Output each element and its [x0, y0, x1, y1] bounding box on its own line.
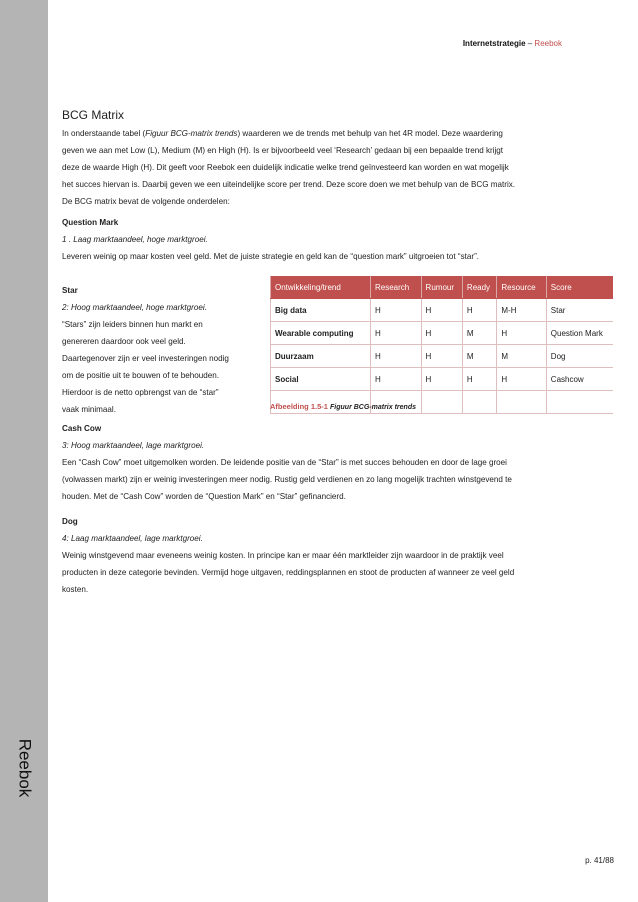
trend-cell: Duurzaam [271, 345, 371, 368]
table-row [271, 345, 614, 368]
column-header: Ready [462, 276, 496, 299]
table-cell: H [421, 322, 462, 345]
table-cell [462, 391, 496, 414]
cash-cow-subtitle: 3: Hoog marktaandeel, lage marktgroei. [62, 441, 205, 450]
figure-reference: Figuur BCG-matrix trends [145, 129, 238, 138]
column-header: Score [546, 276, 613, 299]
intro-line: het succes hiervan is. Daarbij geven we een uiteindelijke score per trend. Deze score doen we met behulp van de BCG matrix. [62, 180, 516, 189]
trend-cell: Wearable computing [271, 322, 371, 345]
table-row [271, 322, 614, 345]
table-row [271, 368, 614, 391]
score-cell: Question Mark [546, 322, 613, 345]
dog-line: producten in deze categorie bevinden. Vermijd hoge uitgaven, reddingsplannen en stoot de producten af wanneer ze veel geld [62, 568, 515, 577]
cash-cow-heading: Cash Cow [62, 424, 102, 433]
star-subtitle: 2: Hoog marktaandeel, hoge marktgroei. [62, 303, 207, 312]
caption-text: Figuur BCG-matrix trends [330, 404, 416, 411]
intro-line: In onderstaande tabel (Figuur BCG-matrix trends) waarderen we de trends met behulp van het 4R model. Deze waardering [62, 129, 503, 138]
table-cell: H [497, 322, 546, 345]
star-section [62, 282, 258, 418]
star-line: “Stars” zijn leiders binnen hun markt en [62, 320, 203, 329]
table-cell: M-H [497, 299, 546, 322]
star-line: genereren daardoor ook veel geld. [62, 337, 186, 346]
cash-cow-section [62, 420, 562, 505]
column-header: Research [370, 276, 421, 299]
cash-cow-line: houden. Met de “Cash Cow” worden de “Question Mark” en “Star” gefinancierd. [62, 492, 346, 501]
table-caption [270, 402, 416, 411]
star-line: om de positie uit te bouwen of te behouden. [62, 371, 220, 380]
score-cell: Star [546, 299, 613, 322]
table-cell: H [421, 299, 462, 322]
table-cell: M [462, 345, 496, 368]
header-brand: Reebok [534, 39, 562, 48]
star-line: vaak minimaal. [62, 405, 116, 414]
intro-line: deze de waarde High (H). Dit geeft voor Reebok een duidelijk indicatie welke trend geïnvesteerd kan worden en wat mogelijk [62, 163, 509, 172]
cash-cow-line: Een “Cash Cow” moet uitgemolken worden. De leidende positie van de “Star” is met succes behouden en door de lage groei [62, 458, 507, 467]
trend-cell: Big data [271, 299, 371, 322]
table-cell: H [370, 299, 421, 322]
question-mark-heading: Question Mark [62, 218, 119, 227]
table-cell: H [497, 368, 546, 391]
intro-line: De BCG matrix bevat de volgende onderdelen: [62, 197, 230, 206]
dog-line: kosten. [62, 585, 89, 594]
question-mark-text: Leveren weinig op maar kosten veel geld. Met de juiste strategie en geld kan de “question mark” uitgroeien tot “star”. [62, 252, 480, 261]
question-mark-subtitle: 1 . Laag marktaandeel, hoge marktgroei. [62, 235, 208, 244]
table-cell: H [462, 368, 496, 391]
column-header: Rumour [421, 276, 462, 299]
page-header [463, 39, 562, 48]
sidebar-brand-label: Reebok [15, 738, 35, 798]
table-cell: H [421, 345, 462, 368]
table-cell: M [462, 322, 496, 345]
table-cell [421, 391, 462, 414]
column-header: Ontwikkeling/trend [271, 276, 371, 299]
caption-number: Afbeelding 1.5-1 [270, 402, 328, 411]
intro-line: geven we aan met Low (L), Medium (M) en High (H). Is er bijvoorbeeld veel ‘Research’ gedaan bij een bepaalde trend krijgt [62, 146, 504, 155]
intro-paragraph [62, 125, 562, 210]
bcg-matrix-table [270, 276, 613, 414]
question-mark-section [62, 214, 562, 265]
dog-subtitle: 4: Laag marktaandeel, lage marktgroei. [62, 534, 203, 543]
table-cell [497, 391, 546, 414]
star-heading: Star [62, 286, 78, 295]
dog-line: Weinig winstgevend maar eveneens weinig kosten. In principe kan er maar één marktleider zijn waardoor in de praktijk veel [62, 551, 504, 560]
sidebar [0, 0, 48, 902]
cash-cow-line: (volwassen markt) zijn er weinig investeringen meer nodig. Rustig geld verdienen en zo lang mogelijk trachten winstgevend te [62, 475, 512, 484]
table-cell: H [370, 368, 421, 391]
table-cell: H [421, 368, 462, 391]
table-cell: H [370, 322, 421, 345]
table-header-row [271, 276, 614, 299]
dog-heading: Dog [62, 517, 78, 526]
section-title: BCG Matrix [62, 108, 125, 122]
header-separator: – [525, 39, 535, 48]
table-cell [546, 391, 613, 414]
page-number: p. 41/88 [585, 856, 614, 865]
score-cell: Cashcow [546, 368, 613, 391]
column-header: Resource [497, 276, 546, 299]
table-cell: H [462, 299, 496, 322]
score-cell: Dog [546, 345, 613, 368]
table-cell: M [497, 345, 546, 368]
star-line: Daartegenover zijn er veel investeringen nodig [62, 354, 229, 363]
table-cell: H [370, 345, 421, 368]
dog-section [62, 513, 562, 598]
trend-cell: Social [271, 368, 371, 391]
table-row [271, 299, 614, 322]
header-title: Internetstrategie [462, 39, 526, 48]
star-line: Hierdoor is de netto opbrengst van de “star” [62, 388, 219, 397]
